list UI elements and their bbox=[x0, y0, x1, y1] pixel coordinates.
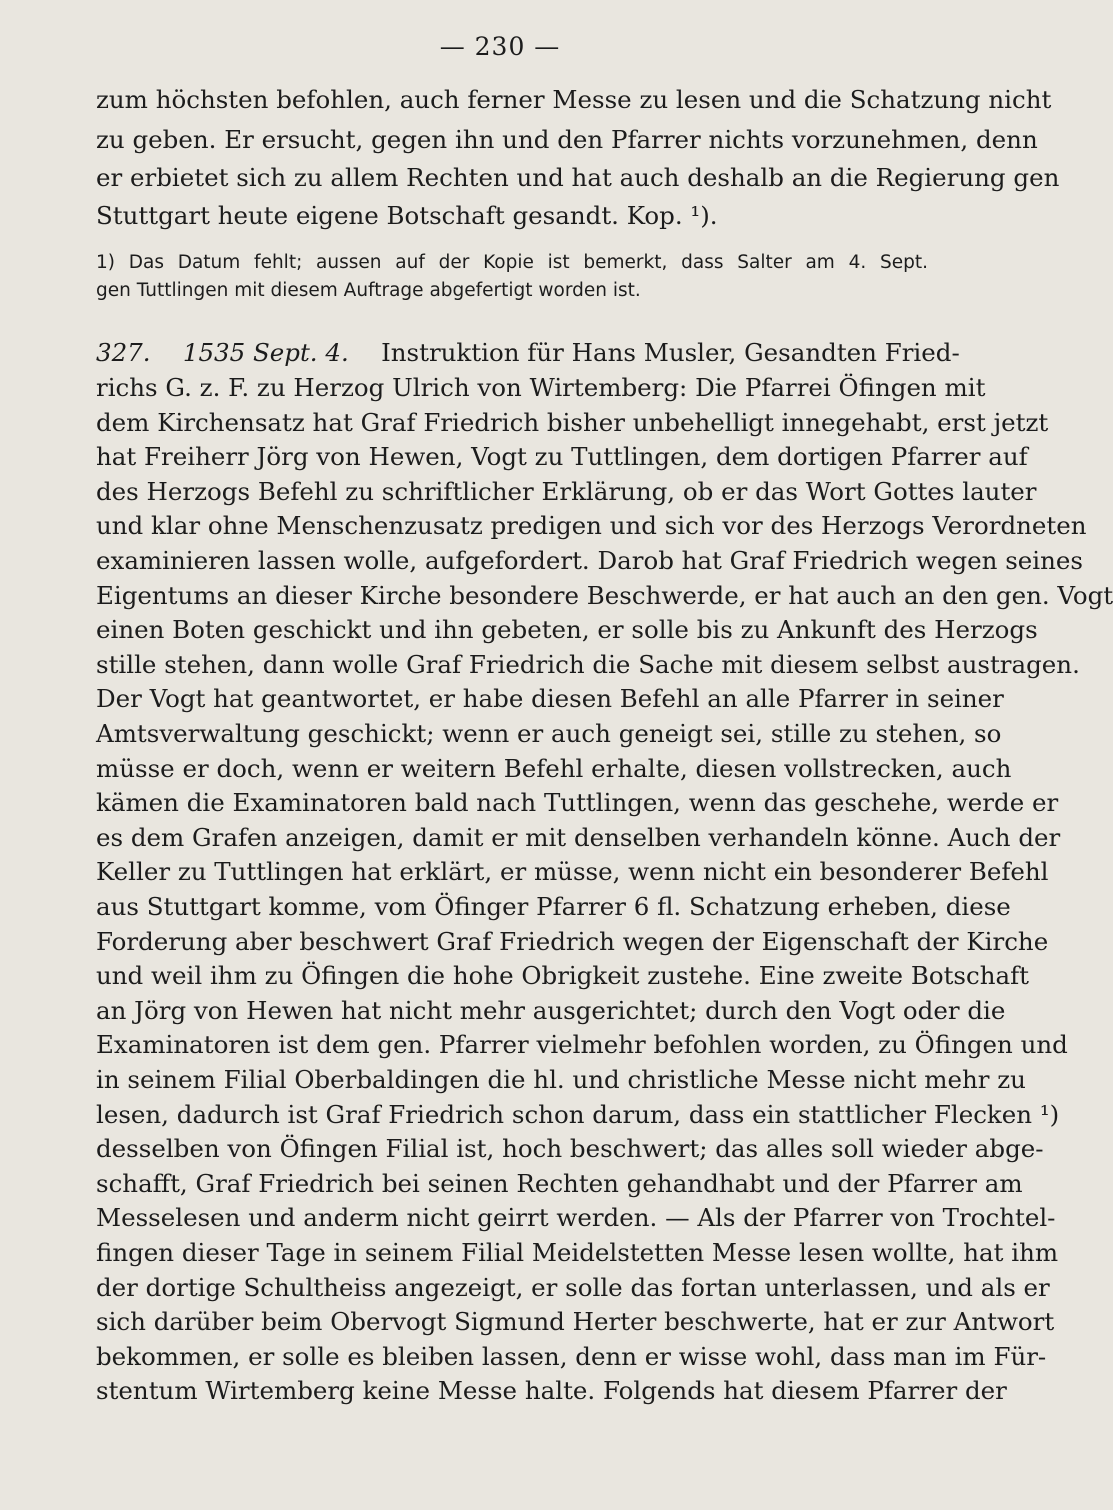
entry-body-line: es dem Grafen anzeigen, damit er mit denselben verhandeln könne. Auch der bbox=[96, 823, 1061, 852]
entry-body-line: hat Freiherr Jörg von Hewen, Vogt zu Tuttlingen, dem dortigen Pfarrer auf bbox=[96, 442, 1028, 471]
entry-body-line: des Herzogs Befehl zu schriftlicher Erklärung, ob er das Wort Gottes lauter bbox=[96, 477, 1037, 506]
entry-body-line: und klar ohne Menschenzusatz predigen und sich vor des Herzogs Verordneten bbox=[96, 511, 1087, 540]
entry-body-line: Eigentums an dieser Kirche besondere Beschwerde, er hat auch an den gen. Vogt bbox=[96, 581, 1113, 610]
entry-heading-line bbox=[96, 335, 960, 371]
top-paragraph-line: er erbietet sich zu allem Rechten und hat auch deshalb an die Regierung gen bbox=[96, 163, 1060, 192]
entry-body-line: examinieren lassen wolle, aufgefordert. Darob hat Graf Friedrich wegen seines bbox=[96, 546, 1083, 575]
entry-body-line: Examinatoren ist dem gen. Pfarrer vielmehr befohlen worden, zu Öfingen und bbox=[96, 1030, 1068, 1059]
entry-number: 327. bbox=[96, 338, 151, 367]
entry-body-line: fingen dieser Tage in seinem Filial Meidelstetten Messe lesen wollte, hat ihm bbox=[96, 1238, 1059, 1267]
entry-body-line: der dortige Schultheiss angezeigt, er solle das fortan unterlassen, und als er bbox=[96, 1273, 1050, 1302]
entry-body-line: richs G. z. F. zu Herzog Ulrich von Wirtemberg: Die Pfarrei Öfingen mit bbox=[96, 373, 986, 402]
page-number: — 230 — bbox=[439, 32, 561, 61]
footnote-line: 1) Das Datum fehlt; aussen auf der Kopie ist bemerkt, dass Salter am 4. Sept. bbox=[96, 252, 928, 273]
entry-body-line: Keller zu Tuttlingen hat erklärt, er müsse, wenn nicht ein besonderer Befehl bbox=[96, 857, 1049, 886]
entry-body-line: sich darüber beim Obervogt Sigmund Herter beschwerte, hat er zur Antwort bbox=[96, 1307, 1055, 1336]
entry-body-line: stentum Wirtemberg keine Messe halte. Folgends hat diesem Pfarrer der bbox=[96, 1376, 1007, 1405]
entry-body-line: desselben von Öfingen Filial ist, hoch beschwert; das alles soll wieder abge- bbox=[96, 1134, 1044, 1163]
entry-body-line: einen Boten geschickt und ihn gebeten, er solle bis zu Ankunft des Herzogs bbox=[96, 615, 1038, 644]
entry-body-line: Der Vogt hat geantwortet, er habe diesen Befehl an alle Pfarrer in seiner bbox=[96, 684, 1004, 713]
entry-title: Instruktion für Hans Musler, Gesandten Fried- bbox=[381, 338, 960, 367]
entry-date: 1535 Sept. 4. bbox=[182, 338, 349, 367]
entry-body-line: stille stehen, dann wolle Graf Friedrich die Sache mit diesem selbst austragen. bbox=[96, 650, 1080, 679]
footnote-line: gen Tuttlingen mit diesem Auftrage abgefertigt worden ist. bbox=[96, 280, 641, 301]
entry-body-line: und weil ihm zu Öfingen die hohe Obrigkeit zustehe. Eine zweite Botschaft bbox=[96, 961, 1030, 990]
entry-body-line: bekommen, er solle es bleiben lassen, denn er wisse wohl, dass man im Für- bbox=[96, 1342, 1047, 1371]
entry-body-line: an Jörg von Hewen hat nicht mehr ausgerichtet; durch den Vogt oder die bbox=[96, 996, 1006, 1025]
entry-body-line: lesen, dadurch ist Graf Friedrich schon darum, dass ein stattlicher Flecken ¹) bbox=[96, 1100, 1060, 1129]
top-paragraph-line: zum höchsten befohlen, auch ferner Messe zu lesen und die Schatzung nicht bbox=[96, 85, 1052, 114]
entry-body-line: kämen die Examinatoren bald nach Tuttlingen, wenn das geschehe, werde er bbox=[96, 788, 1059, 817]
entry-body-line: aus Stuttgart komme, vom Öfinger Pfarrer 6 fl. Schatzung erheben, diese bbox=[96, 892, 1011, 921]
entry-body-line: in seinem Filial Oberbaldingen die hl. und christliche Messe nicht mehr zu bbox=[96, 1065, 1026, 1094]
top-paragraph-line: zu geben. Er ersucht, gegen ihn und den Pfarrer nichts vorzunehmen, denn bbox=[96, 125, 1038, 154]
entry-body-line: Amtsverwaltung geschickt; wenn er auch geneigt sei, stille zu stehen, so bbox=[96, 719, 1002, 748]
entry-body-line: schafft, Graf Friedrich bei seinen Rechten gehandhabt und der Pfarrer am bbox=[96, 1169, 1023, 1198]
entry-body-line: Messelesen und anderm nicht geirrt werden. — Als der Pfarrer von Trochtel- bbox=[96, 1203, 1056, 1232]
entry-body-line: dem Kirchensatz hat Graf Friedrich bisher unbehelligt innegehabt, erst jetzt bbox=[96, 408, 1049, 437]
top-paragraph-line: Stuttgart heute eigene Botschaft gesandt. Kop. ¹). bbox=[96, 201, 718, 230]
entry-body-line: müsse er doch, wenn er weitern Befehl erhalte, diesen vollstrecken, auch bbox=[96, 754, 1012, 783]
entry-body-line: Forderung aber beschwert Graf Friedrich wegen der Eigenschaft der Kirche bbox=[96, 927, 1049, 956]
